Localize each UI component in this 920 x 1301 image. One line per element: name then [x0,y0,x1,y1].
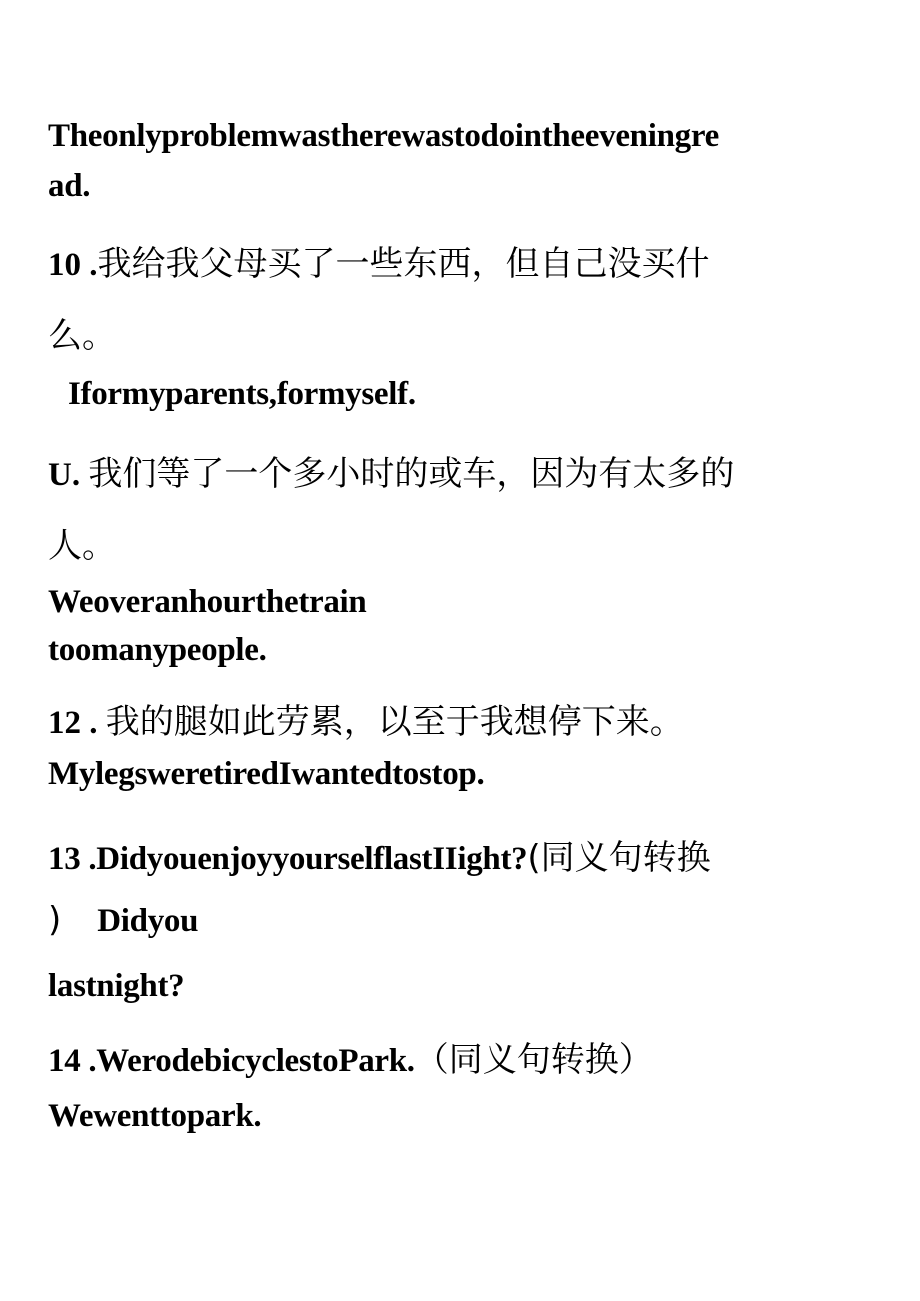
question-14-instruction: （同义句转换） [414,1040,653,1080]
question-10-chinese: 我给我父母买了一些东西，但自己没买什 [97,244,710,284]
question-14-english: 14 .WerodebicyclestoPark. [48,1043,415,1079]
question-14 [48,1032,653,1081]
question-10-chinese-cont: 么。 [48,316,116,356]
question-13-answer-line [48,900,198,940]
question-10 [48,236,710,285]
question-12-english: MylegsweretiredIwantedtostop. [48,756,485,792]
question-11-english-part1: Weoveranhourthetrain [48,584,367,620]
question-13-answer: Didyou [97,903,199,939]
question-11-english-part2: toomanypeople. [48,632,267,668]
question-11 [48,446,734,495]
question-11-chinese: 我们等了一个多小时的或车，因为有太多的 [88,454,735,494]
question-11-chinese-cont: 人。 [48,526,116,566]
question-14-answer: Wewenttopark. [48,1098,262,1134]
question-12 [48,694,684,743]
question-13-instruction-close: ) [48,900,62,940]
question-13-instruction: (同义句转换 [527,838,711,878]
line-q9-answer-part1: Theonlyproblemwastherewastodointheeveningre [48,118,719,154]
question-number: U [48,457,72,493]
question-13-answer-cont: lastnight? [48,968,185,1004]
question-10-english: Iformyparents,formyself. [68,376,416,412]
question-13 [48,830,711,879]
question-12-chinese: 我的腿如此劳累，以至于我想停下来。 [105,702,684,742]
line-q9-answer-part2: ad. [48,168,91,204]
question-number-dot: . [81,247,98,283]
question-number-dot: . [81,705,106,741]
question-number-dot: . [71,457,89,493]
question-13-english: 13 .DidyouenjoyyourselflastIIight? [48,841,528,877]
question-number: 12 [48,705,81,741]
question-number: 10 [48,247,81,283]
